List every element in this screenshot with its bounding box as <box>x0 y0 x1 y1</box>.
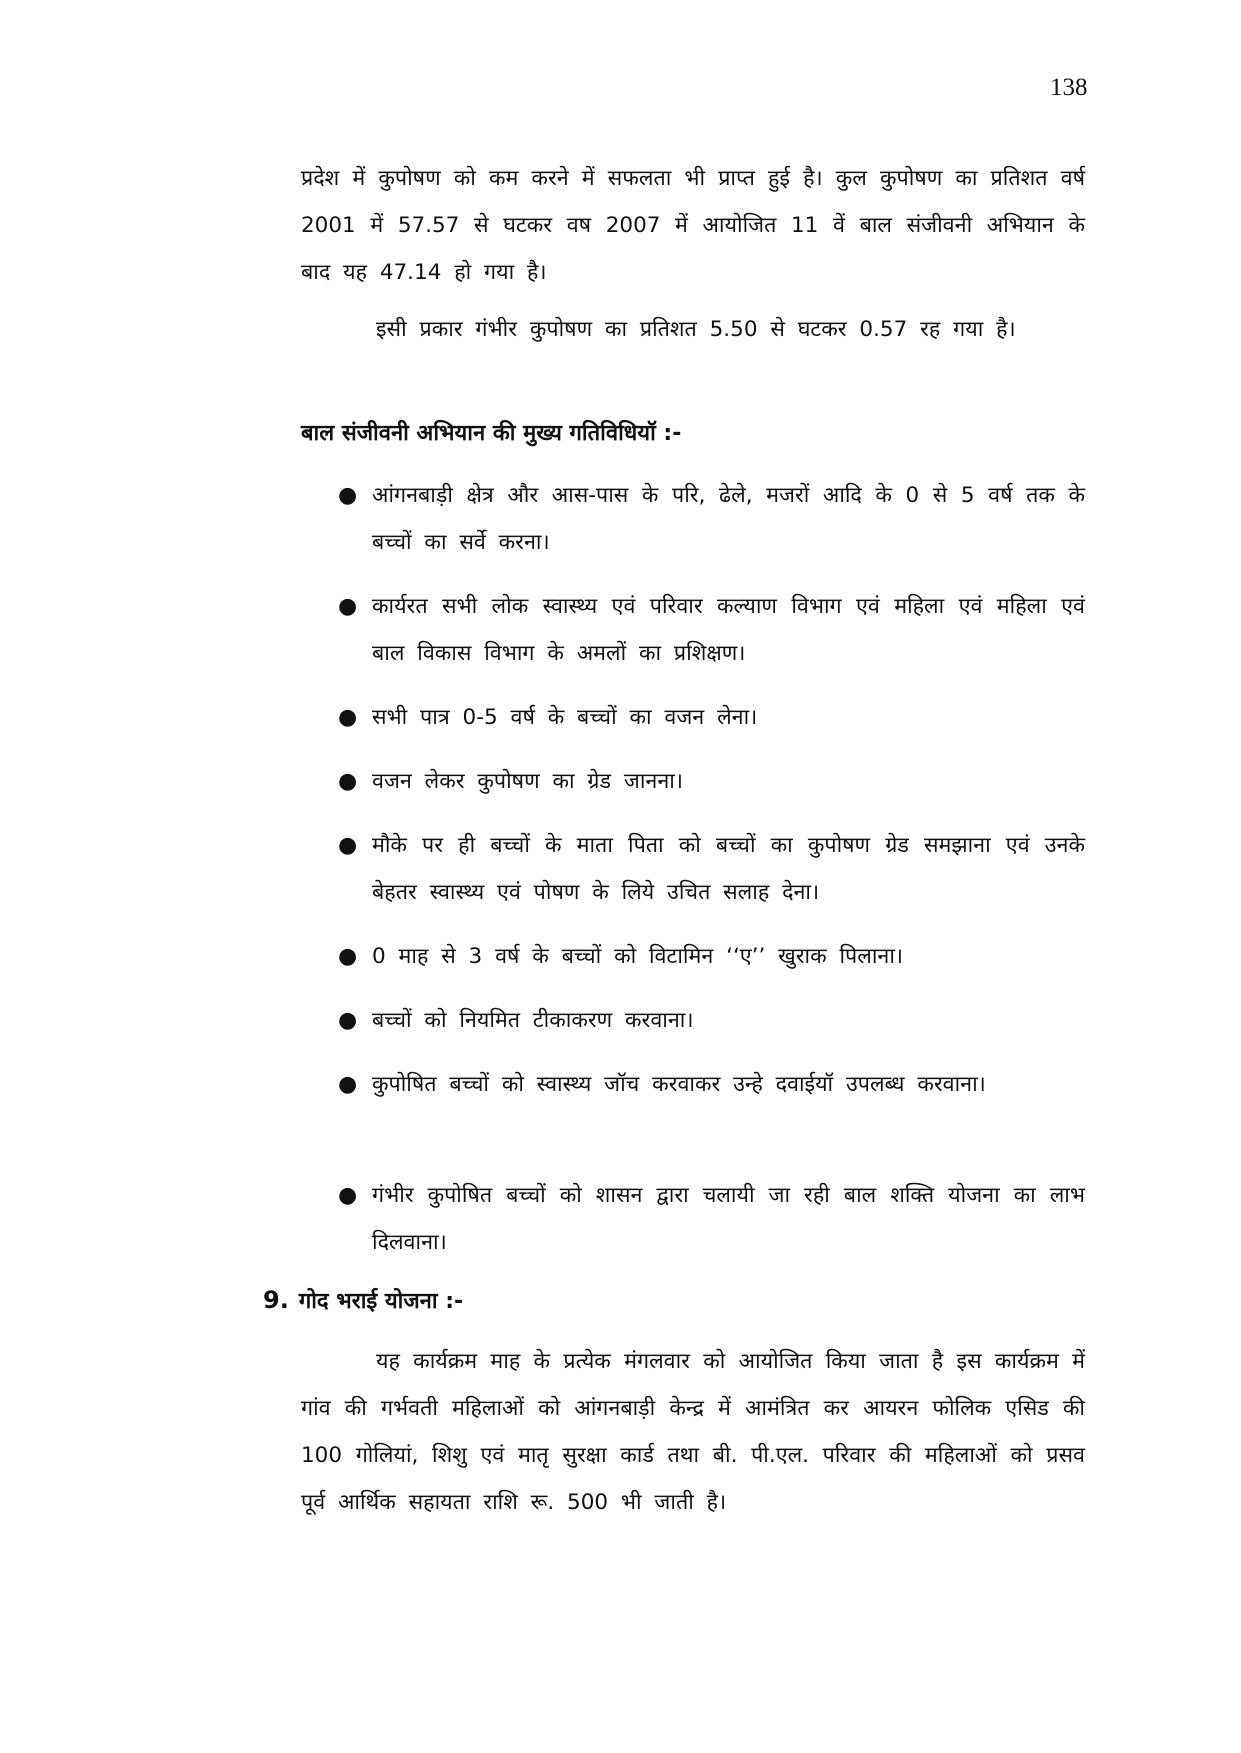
bullet-icon: ● <box>338 594 358 619</box>
list-item-text: आंगनबाड़ी क्षेत्र और आस-पास के परि, ढेले, मजरों आदि के 0 से 5 वर्ष तक के बच्चों का सर्वे करना। <box>372 483 1085 555</box>
god-bharai-paragraph: यह कार्यक्रम माह के प्रत्येक मंगलवार को आयोजित किया जाता है इस कार्यक्रम में गांव की गर्भवती महिलाओं को आंगनबाड़ी केन्द्र में आमंत्रित कर आयरन फोलिक एसिड की 100 गोलियां, शिशु एवं मातृ सुरक्षा कार्ड तथा बी. पी.एल. परिवार की महिलाओं को प्रसव पूर्व आर्थिक सहायता राशि रू. 500 भी जाती है। <box>301 1349 1085 1515</box>
list-item <box>301 1172 1085 1283</box>
intro-paragraph-2: इसी प्रकार गंभीर कुपोषण का प्रतिशत 5.50 से घटकर 0.57 रह गया है। <box>376 317 1016 342</box>
bullet-icon: ● <box>338 1008 358 1033</box>
list-item <box>301 822 1085 933</box>
page-number: 138 <box>1050 74 1088 101</box>
section-number: 9. <box>263 1286 289 1314</box>
bullet-icon: ● <box>338 944 358 969</box>
list-item-text: 0 माह से 3 वर्ष के बच्चों को विटामिन ‘‘ए’’ खुराक पिलाना। <box>372 944 904 969</box>
list-item <box>301 997 1085 1061</box>
list-item <box>301 472 1085 583</box>
bullet-icon: ● <box>338 833 358 858</box>
list-item-text: सभी पात्र 0-5 वर्ष के बच्चों का वजन लेना। <box>372 705 758 730</box>
list-item-text: बच्चों को नियमित टीकाकरण करवाना। <box>372 1008 694 1033</box>
bullet-icon: ● <box>338 769 358 794</box>
bullet-icon: ● <box>338 1072 358 1097</box>
bullet-icon: ● <box>338 1183 358 1208</box>
list-item-text: गंभीर कुपोषित बच्चों को शासन द्वारा चलायी जा रही बाल शक्ति योजना का लाभ दिलवाना। <box>372 1183 1085 1255</box>
section-heading-god-bharai <box>263 1277 463 1325</box>
list-item-text: कार्यरत सभी लोक स्वास्थ्य एवं परिवार कल्याण विभाग एवं महिला एवं महिला एवं बाल विकास विभाग के अमलों का प्रशिक्षण। <box>372 594 1085 666</box>
list-item-text: वजन लेकर कुपोषण का ग्रेड जानना। <box>372 769 683 794</box>
list-item <box>301 933 1085 997</box>
activity-list <box>301 472 1085 1283</box>
bullet-icon: ● <box>338 483 358 508</box>
list-item <box>301 694 1085 758</box>
list-item <box>301 1061 1085 1172</box>
list-item <box>301 583 1085 694</box>
bullet-icon: ● <box>338 705 358 730</box>
list-item-text: मौके पर ही बच्चों के माता पिता को बच्चों का कुपोषण ग्रेड समझाना एवं उनके बेहतर स्वास्थ्य एवं पोषण के लिये उचित सलाह देना। <box>372 833 1085 905</box>
list-item <box>301 758 1085 822</box>
list-item-text: कुपोषित बच्चों को स्वास्थ्य जॉच करवाकर उन्हे दवाईयॉ उपलब्ध करवाना। <box>372 1072 986 1097</box>
intro-paragraph: प्रदेश में कुपोषण को कम करने में सफलता भी प्राप्त हुई है। कुल कुपोषण का प्रतिशत वर्ष 2001 में 57.57 से घटकर वष 2007 में आयोजित 11 वें बाल संजीवनी अभियान के बाद यह 47.14 हो गया है। <box>301 166 1085 285</box>
section-heading-bal-sanjivani: बाल संजीवनी अभियान की मुख्य गतिविधियॉ :- <box>301 421 682 446</box>
section-title: गोद भराई योजना :- <box>298 1289 464 1314</box>
